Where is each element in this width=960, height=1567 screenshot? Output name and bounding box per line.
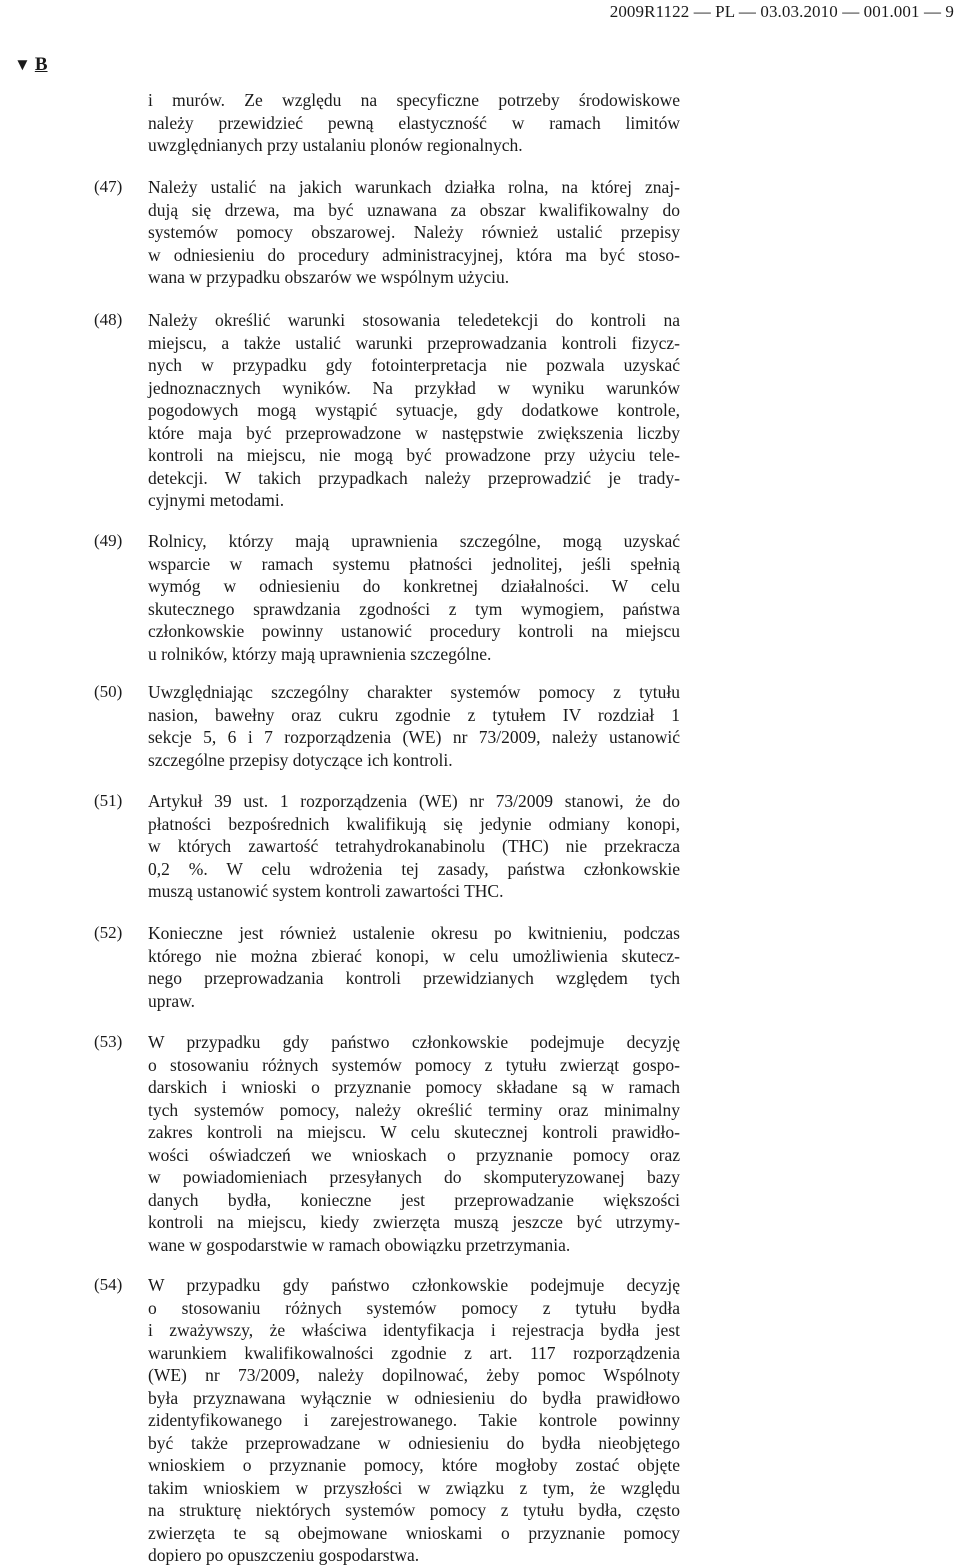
- recital-text: [148, 309, 680, 512]
- text-line: w których zawartość tetrahydrokanabinolu (THC) nie przekracza: [148, 836, 680, 856]
- text-line: cyjnymi metodami.: [148, 490, 285, 510]
- continued-paragraph: [148, 89, 680, 157]
- text-line: kontroli na miejscu, nie mogą być prowadzone przy użyciu tele-: [148, 445, 680, 465]
- text-line: dują się drzewa, ma być uznawana za obszar kwalifikowalny do: [148, 199, 680, 220]
- text-line: systemów pomocy obszarowej. Należy również ustalić przepisy: [148, 222, 680, 242]
- text-line: Artykuł 39 ust. 1 rozporządzenia (WE) nr 73/2009 stanowi, że do: [148, 791, 680, 811]
- text-line: nego przeprowadzania kontroli przewidzianych względem tych: [148, 968, 680, 988]
- text-line: wymóg w odniesieniu do konkretnej działalności. W celu: [148, 576, 680, 596]
- text-line: na strukturę niektórych systemów pomocy z tytułu bydła, często: [148, 1500, 680, 1520]
- text-line: wane w gospodarstwie w ramach obowiązku przetrzymania.: [148, 1234, 571, 1255]
- text-line: o stosowaniu różnych systemów pomocy z tytułu zwierząt gospo-: [148, 1054, 680, 1075]
- text-line: takim wnioskiem w przyszłości w związku z tym, że względu: [148, 1477, 680, 1498]
- recital-text: [148, 1274, 680, 1567]
- text-line: warunkiem kwalifikowalności zgodnie z art. 117 rozporządzenia: [148, 1342, 680, 1363]
- text-line: Rolnicy, którzy mają uprawnienia szczególne, mogą uzyskać: [148, 531, 680, 551]
- text-line: i murów. Ze względu na specyficzne potrzeby środowiskowe: [148, 90, 680, 110]
- recital-text: [148, 1031, 680, 1256]
- text-line: wana w przypadku obszarów we wspólnym użyciu.: [148, 267, 510, 287]
- text-line: W przypadku gdy państwo członkowskie podejmuje decyzję: [148, 1032, 680, 1052]
- text-line: danych bydła, konieczne jest przeprowadzanie większości: [148, 1189, 680, 1210]
- recital-number: (48): [94, 310, 123, 329]
- text-line: upraw.: [148, 990, 195, 1011]
- text-line: którego nie można zbierać konopi, w celu umożliwienia skutecz-: [148, 945, 680, 966]
- text-line: zidentyfikowanego i zarejestrowanego. Takie kontrole powinny: [148, 1410, 680, 1430]
- recital-number: (53): [94, 1032, 123, 1051]
- recital-number: (54): [94, 1275, 123, 1294]
- triangle-down-icon: ▼: [14, 55, 31, 74]
- text-line: w odniesieniu do procedury administracyjnej, która ma być stoso-: [148, 244, 680, 265]
- recital-number: (47): [94, 177, 123, 196]
- recital-number: (50): [94, 682, 123, 701]
- text-line: wsparcie w ramach systemu płatności jednolitej, jeśli spełnią: [148, 553, 680, 574]
- text-line: nych w przypadku gdy fotointerpretacja nie pozwala uzyskać: [148, 355, 680, 375]
- text-line: dopiero po opuszczeniu gospodarstwa.: [148, 1545, 420, 1565]
- recital-text: [148, 790, 680, 903]
- text-line: o stosowaniu różnych systemów pomocy z tytułu bydła: [148, 1297, 680, 1318]
- text-line: muszą ustanowić system kontroli zawartości THC.: [148, 881, 504, 901]
- text-line: darskich i wnioski o przyznanie pomocy składane są w ramach: [148, 1077, 680, 1097]
- text-line: (WE) nr 73/2009, należy dopilnować, żeby pomoc Wspólnoty: [148, 1365, 680, 1385]
- text-line: pogodowych mogą wystąpić sytuacje, gdy dodatkowe kontrole,: [148, 400, 680, 420]
- text-line: Uwzględniając szczególny charakter systemów pomocy z tytułu: [148, 682, 680, 702]
- text-line: skutecznego sprawdzania zgodności z tym wymogiem, państwa: [148, 598, 680, 619]
- text-line: detekcji. W takich przypadkach należy przeprowadzić je trady-: [148, 467, 680, 488]
- text-line: W przypadku gdy państwo członkowskie podejmuje decyzję: [148, 1275, 680, 1295]
- recital-text: [148, 176, 680, 289]
- text-line: jednoznacznych wyników. Na przykład w wyniku warunków: [148, 377, 680, 398]
- recital-text: [148, 530, 680, 665]
- document-reference-header: 2009R1122 — PL — 03.03.2010 — 001.001 — 9: [609, 2, 954, 21]
- text-line: zwierzęta te są obejmowane wnioskami o przyznanie pomocy: [148, 1522, 680, 1543]
- recital-text: [148, 922, 680, 1012]
- text-line: Konieczne jest również ustalenie okresu po kwitnieniu, podczas: [148, 923, 680, 943]
- text-line: Należy określić warunki stosowania teledetekcji do kontroli na: [148, 310, 680, 330]
- text-line: członkowskie powinny ustanowić procedury kontroli na miejscu: [148, 621, 680, 641]
- text-line: które maja być przeprowadzone w następstwie zwiększenia liczby: [148, 422, 680, 443]
- text-line: 0,2 %. W celu wdrożenia tej zasady, państwa członkowskie: [148, 858, 680, 879]
- text-line: wości oświadczeń we wnioskach o przyznanie pomocy oraz: [148, 1144, 680, 1165]
- recital-number: (49): [94, 531, 123, 550]
- text-line: szczególne przepisy dotyczące ich kontroli.: [148, 749, 453, 770]
- amendment-marker-letter: B: [34, 54, 48, 75]
- text-line: wnioskiem o przyznanie pomocy, które mogłoby zostać objęte: [148, 1455, 680, 1475]
- text-line: należy przewidzieć pewną elastyczność w ramach limitów: [148, 112, 680, 133]
- text-line: była przyznawana wyłącznie w odniesieniu do bydła prawidłowo: [148, 1387, 680, 1408]
- amendment-marker: [14, 54, 48, 76]
- recital-number: (51): [94, 791, 123, 810]
- text-line: u rolników, którzy mają uprawnienia szczególne.: [148, 643, 492, 664]
- text-line: Należy ustalić na jakich warunkach działka rolna, na której znaj-: [148, 177, 680, 197]
- text-line: w powiadomieniach przesyłanych do skomputeryzowanej bazy: [148, 1167, 680, 1187]
- text-line: być także przeprowadzane w odniesieniu do bydła nieobjętego: [148, 1432, 680, 1453]
- text-line: uwzględnianych przy ustalaniu plonów regionalnych.: [148, 135, 523, 155]
- text-line: i zważywszy, że właściwa identyfikacja i rejestracja bydła jest: [148, 1320, 680, 1340]
- text-line: sekcje 5, 6 i 7 rozporządzenia (WE) nr 73/2009, należy ustanowić: [148, 727, 680, 747]
- recital-text: [148, 681, 680, 771]
- text-line: miejscu, a także ustalić warunki przeprowadzania kontroli fizycz-: [148, 332, 680, 353]
- text-line: tych systemów pomocy, należy określić terminy oraz minimalny: [148, 1099, 680, 1120]
- text-line: zakres kontroli na miejscu. W celu skutecznej kontroli prawidło-: [148, 1122, 680, 1142]
- recital-number: (52): [94, 923, 123, 942]
- text-line: kontroli na miejscu, kiedy zwierzęta muszą jeszcze być utrzymy-: [148, 1212, 680, 1232]
- text-line: płatności bezpośrednich kwalifikują się jedynie odmiany konopi,: [148, 813, 680, 834]
- text-line: nasion, bawełny oraz cukru zgodnie z tytułem IV rozdział 1: [148, 704, 680, 725]
